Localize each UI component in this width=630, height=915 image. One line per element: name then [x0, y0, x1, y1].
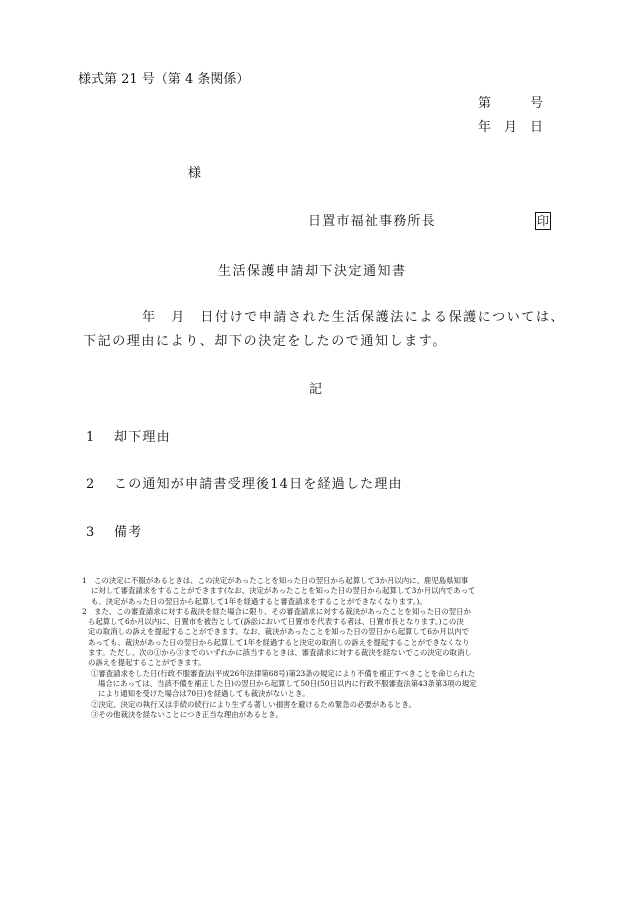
note-line: ら起算して6か月以内に、日置市を被告として(訴訟において日置市を代表する者は、日置市長となります。)この決: [88, 617, 464, 627]
document-number-line: 第 号: [478, 96, 544, 111]
note-line: あっても、裁決があった日の翌日から起算して1年を経過すると決定の取消しの訴えを提起することができなくなり: [88, 637, 470, 647]
note-line: 2 また、この審査請求に対する裁決を経た場合に限り、その審査請求に対する裁決があったことを知った日の翌日か: [82, 606, 471, 616]
seal-mark: 印: [536, 214, 549, 228]
section-item-rejection-reason: [86, 430, 171, 446]
item-number: 2: [86, 477, 96, 492]
note-line: の訴えを提起することができます。: [88, 658, 206, 668]
item-label: 備考: [114, 525, 143, 540]
note-line: ます。ただし、次の①から③までのいずれかに該当するときは、審査請求に対する裁決を経ないでこの決定の取消し: [88, 648, 472, 658]
body-text-line-1: 年 月 日付けで申請された生活保護法による保護については、: [142, 310, 566, 325]
section-item-delay-reason: [86, 477, 403, 493]
note-line: により通知を受けた場合は70日)を経過しても裁決がないとき。: [98, 689, 310, 699]
appeal-notes: [82, 576, 566, 720]
note-line: ①審査請求をした日(行政不服審査法(平成26年法律第68号)第23条の規定により不備を補正すべきことを命じられた: [91, 668, 476, 678]
note-line: 1 この決定に不服があるときは、この決定があったことを知った日の翌日から起算して3か月以内に、鹿児島県知事: [82, 576, 469, 585]
note-line: も、決定があった日の翌日から起算して1年を経過すると審査請求をすることができなくなります。)。: [91, 596, 427, 606]
section-item-remarks: [86, 525, 142, 541]
note-line: 定の取消しの訴えを提起することができます。なお、裁決があったことを知った日の翌日から起算して6か月以内で: [88, 627, 469, 637]
item-label: この通知が申請書受理後14日を経過した理由: [114, 477, 403, 492]
document-title: 生活保護申請却下決定通知書: [218, 264, 407, 279]
recipient-honorific: 様: [188, 166, 202, 181]
note-line: ③その他裁決を経ないことにつき正当な理由があるとき。: [91, 709, 283, 719]
ki-marker: 記: [309, 382, 323, 397]
issuer-title: 日置市福祉事務所長: [308, 214, 436, 229]
form-number: 様式第 21 号（第 4 条関係）: [78, 72, 250, 87]
item-label: 却下理由: [114, 430, 171, 445]
note-line: ②決定、決定の執行又は手続の続行により生ずる著しい損害を避けるため緊急の必要があるとき。: [91, 699, 416, 709]
date-line: 年 月 日: [478, 120, 544, 135]
note-line: 場合にあっては、当該不備を補正した日)の翌日から起算して50日(50日以内に行政不服審査法第43条第3項の規定: [98, 678, 477, 688]
body-text-line-2: 下記の理由により、却下の決定をしたので通知します。: [83, 334, 447, 349]
item-number: 1: [86, 430, 96, 445]
item-number: 3: [86, 525, 96, 540]
note-line: に対して審査請求をすることができます(なお、決定があったことを知った日の翌日から起算して3か月以内であって: [91, 586, 476, 596]
